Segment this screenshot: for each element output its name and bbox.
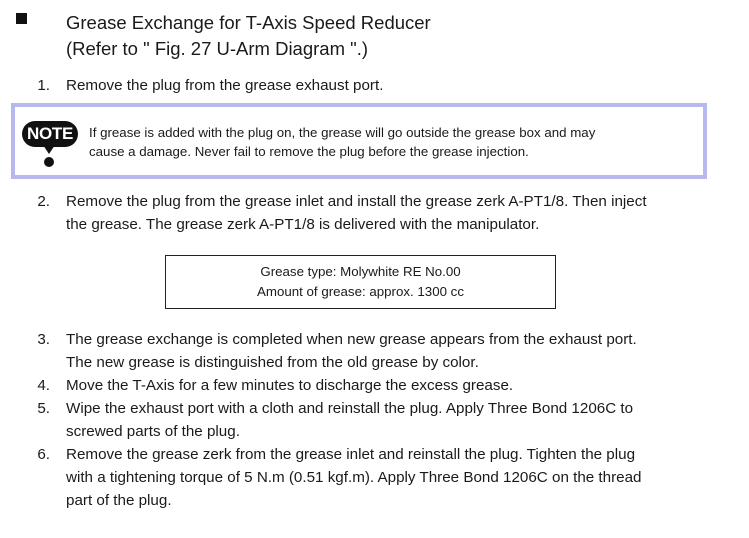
step-text — [66, 328, 637, 374]
note-text — [89, 123, 595, 161]
step-line: Move the T-Axis for a few minutes to discharge the excess grease. — [66, 377, 514, 394]
step-number: 1. — [37, 77, 50, 94]
step-number: 6. — [37, 446, 50, 463]
step-line: Remove the grease zerk from the grease inlet and reinstall the plug. Tighten the plug — [66, 446, 636, 463]
step-line: The grease exchange is completed when new grease appears from the exhaust port. — [66, 331, 637, 348]
note-badge: NOTE — [22, 121, 78, 147]
section-subtitle-line: (Refer to " Fig. 27 U-Arm Diagram ".) — [66, 38, 368, 59]
step-number: 4. — [37, 377, 50, 394]
step-text — [66, 190, 647, 236]
step-line: Remove the plug from the grease inlet and install the grease zerk A-PT1/8. Then inject — [66, 193, 647, 210]
step-text — [66, 74, 383, 97]
grease-type: Grease type: Molywhite RE No.00 — [260, 264, 461, 279]
step-number: 2. — [37, 193, 50, 210]
step-line: the grease. The grease zerk A-PT1/8 is delivered with the manipulator. — [66, 216, 540, 233]
section-title — [66, 10, 431, 62]
note-line: cause a damage. Never fail to remove the plug before the grease injection. — [89, 144, 529, 159]
section-bullet — [16, 13, 27, 24]
note-badge-tail — [43, 145, 55, 154]
grease-spec-box — [165, 255, 556, 309]
step-line: The new grease is distinguished from the old grease by color. — [66, 354, 479, 371]
step-text — [66, 397, 633, 443]
step-text — [66, 374, 513, 397]
step-line: with a tightening torque of 5 N.m (0.51 kgf.m). Apply Three Bond 1206C on the thread — [66, 469, 642, 486]
step-number: 3. — [37, 331, 50, 348]
section-title-line: Grease Exchange for T-Axis Speed Reducer — [66, 12, 431, 33]
step-number: 5. — [37, 400, 50, 417]
grease-amount: Amount of grease: approx. 1300 cc — [257, 284, 464, 299]
step-line: part of the plug. — [66, 492, 172, 509]
step-text — [66, 443, 642, 512]
step-line: screwed parts of the plug. — [66, 423, 240, 440]
step-line: Wipe the exhaust port with a cloth and reinstall the plug. Apply Three Bond 1206C to — [66, 400, 634, 417]
note-line: If grease is added with the plug on, the grease will go outside the grease box and may — [89, 125, 596, 140]
step-line: Remove the plug from the grease exhaust port. — [66, 77, 384, 94]
note-badge-dot — [44, 157, 54, 167]
